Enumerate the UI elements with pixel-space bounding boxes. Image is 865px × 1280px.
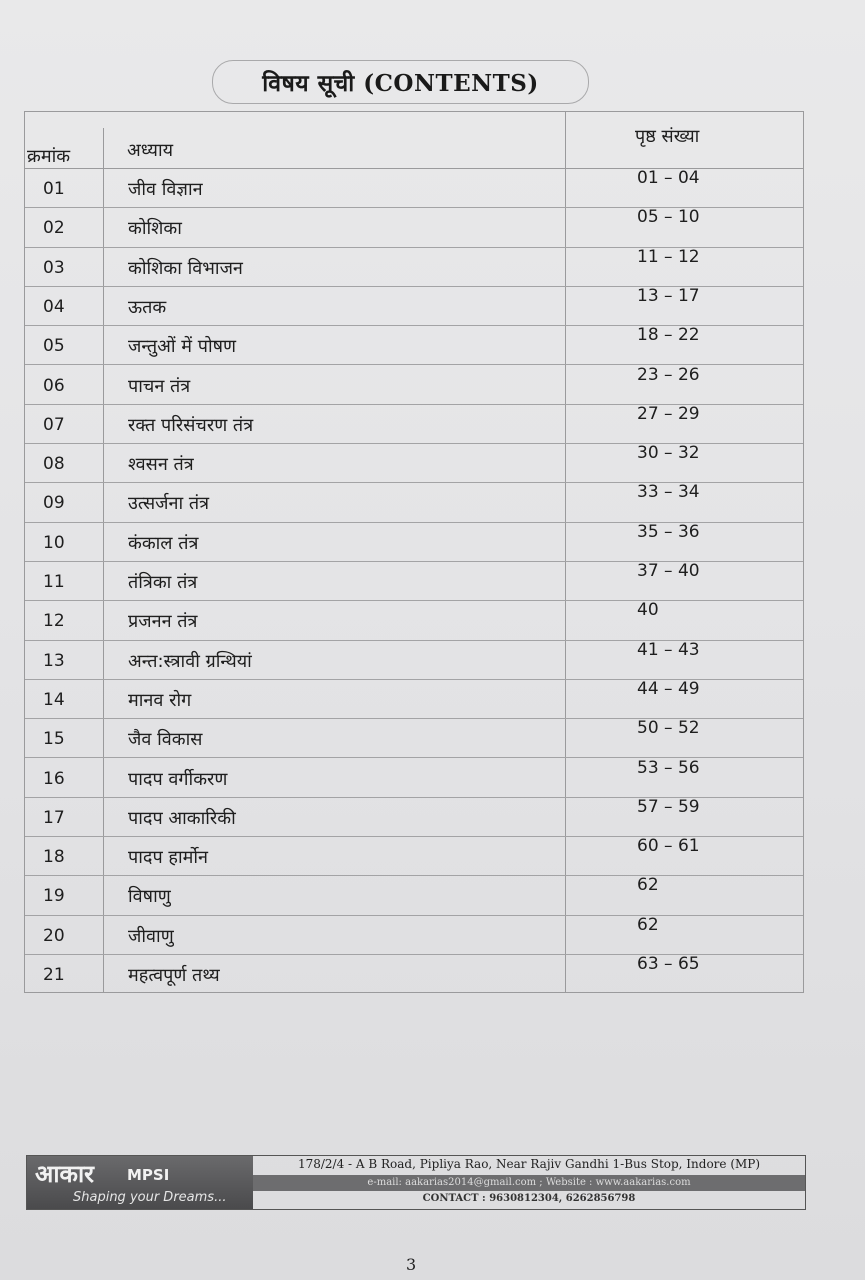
page-number: 3 bbox=[406, 1255, 417, 1274]
email-website: e-mail: aakarias2014@gmail.com ; Website : www.aakarias.com bbox=[253, 1175, 805, 1191]
chapter-number: 18 bbox=[43, 847, 65, 868]
chapter-number: 10 bbox=[43, 532, 65, 553]
table-row bbox=[25, 679, 803, 719]
contents-table bbox=[24, 111, 804, 993]
chapter-number: 12 bbox=[43, 611, 65, 632]
table-row bbox=[25, 207, 803, 247]
chapter-number: 13 bbox=[43, 650, 65, 671]
table-row bbox=[25, 404, 803, 444]
chapter-title: पादप आकारिकी bbox=[128, 807, 236, 829]
table-header bbox=[25, 112, 803, 169]
logo-text: आकार bbox=[35, 1160, 94, 1188]
logo-tagline: Shaping your Dreams... bbox=[73, 1190, 227, 1205]
table-row bbox=[25, 875, 803, 915]
page-range: 37 – 40 bbox=[637, 561, 700, 581]
chapter-number: 05 bbox=[43, 336, 65, 357]
chapter-number: 11 bbox=[43, 572, 65, 592]
chapter-title: पादप हार्मोन bbox=[128, 847, 209, 869]
page-range: 30 – 32 bbox=[637, 443, 700, 464]
table-row bbox=[25, 168, 803, 208]
chapter-title: जैव विकास bbox=[128, 729, 203, 751]
table-row bbox=[25, 640, 803, 680]
table-row bbox=[25, 443, 803, 483]
page-range: 62 bbox=[637, 875, 659, 896]
chapter-title: कंकाल तंत्र bbox=[128, 532, 199, 554]
chapter-number: 03 bbox=[43, 257, 65, 278]
table-row bbox=[25, 522, 803, 562]
chapter-title: श्वसन तंत्र bbox=[128, 454, 194, 476]
chapter-title: विषाणु bbox=[128, 886, 171, 908]
chapter-title: रक्त परिसंचरण तंत्र bbox=[128, 414, 254, 436]
header-chapter: अध्याय bbox=[127, 140, 174, 161]
chapter-title: पाचन तंत्र bbox=[128, 375, 191, 397]
address: 178/2/4 - A B Road, Pipliya Rao, Near Rajiv Gandhi 1-Bus Stop, Indore (MP) bbox=[297, 1157, 761, 1171]
chapter-number: 19 bbox=[43, 886, 65, 907]
table-row bbox=[25, 286, 803, 326]
header-pages: पृष्ठ संख्या bbox=[635, 126, 700, 147]
footer-banner bbox=[26, 1155, 806, 1210]
chapter-number: 14 bbox=[43, 689, 65, 710]
page-range: 11 – 12 bbox=[637, 246, 700, 267]
table-row bbox=[25, 365, 803, 405]
chapter-number: 20 bbox=[43, 925, 65, 946]
header-number: क्रमांक bbox=[27, 146, 71, 167]
chapter-title: प्रजनन तंत्र bbox=[128, 611, 198, 633]
page-range: 35 – 36 bbox=[637, 521, 700, 542]
table-row bbox=[25, 915, 803, 955]
page-range: 27 – 29 bbox=[637, 403, 700, 424]
chapter-title: जीव विज्ञान bbox=[128, 179, 203, 200]
chapter-number: 17 bbox=[43, 807, 65, 828]
chapter-number: 01 bbox=[43, 179, 65, 199]
logo-suffix: MPSI bbox=[127, 1166, 170, 1184]
chapter-number: 16 bbox=[43, 768, 65, 789]
chapter-title: ऊतक bbox=[128, 296, 167, 318]
contact-info bbox=[253, 1156, 805, 1209]
table-row bbox=[25, 247, 803, 287]
chapter-title: अन्त:स्त्रावी ग्रन्थियां bbox=[128, 650, 252, 672]
brand-logo bbox=[27, 1156, 253, 1209]
page-range: 53 – 56 bbox=[637, 757, 700, 778]
table-row bbox=[25, 561, 803, 601]
chapter-title: मानव रोग bbox=[128, 689, 192, 711]
page-range: 18 – 22 bbox=[637, 325, 700, 346]
page-range: 60 – 61 bbox=[637, 836, 700, 857]
chapter-number: 06 bbox=[43, 375, 65, 396]
table-row bbox=[25, 718, 803, 758]
chapter-number: 02 bbox=[43, 218, 65, 239]
page-title: विषय सूची (CONTENTS) bbox=[212, 60, 589, 104]
page-range: 13 – 17 bbox=[637, 285, 700, 306]
chapter-number: 08 bbox=[43, 454, 65, 475]
chapter-title: महत्वपूर्ण तथ्य bbox=[128, 965, 220, 986]
chapter-title: उत्सर्जना तंत्र bbox=[128, 493, 210, 515]
page-range: 33 – 34 bbox=[637, 482, 700, 503]
page-range: 57 – 59 bbox=[637, 796, 700, 817]
page-range: 44 – 49 bbox=[637, 678, 700, 699]
chapter-title: पादप वर्गीकरण bbox=[128, 768, 228, 790]
page-range: 41 – 43 bbox=[637, 639, 700, 660]
chapter-title: कोशिका bbox=[128, 218, 182, 240]
table-row bbox=[25, 482, 803, 522]
chapter-number: 15 bbox=[43, 729, 65, 750]
page-range: 50 – 52 bbox=[637, 718, 700, 739]
chapter-title: जीवाणु bbox=[128, 925, 174, 947]
table-row bbox=[25, 954, 803, 993]
chapter-number: 21 bbox=[43, 965, 65, 985]
chapter-title: जन्तुओं में पोषण bbox=[128, 336, 237, 358]
chapter-number: 04 bbox=[43, 296, 65, 317]
page-range: 01 – 04 bbox=[637, 168, 700, 188]
page-range: 40 bbox=[637, 600, 659, 621]
page-range: 63 – 65 bbox=[637, 954, 700, 974]
table-row bbox=[25, 758, 803, 798]
table-row bbox=[25, 600, 803, 640]
table-row bbox=[25, 797, 803, 837]
table-row bbox=[25, 325, 803, 365]
chapter-number: 09 bbox=[43, 493, 65, 514]
contact-numbers: CONTACT : 9630812304, 6262856798 bbox=[422, 1193, 636, 1204]
chapter-title: तंत्रिका तंत्र bbox=[128, 572, 198, 593]
page-range: 23 – 26 bbox=[637, 364, 700, 385]
page-range: 05 – 10 bbox=[637, 207, 700, 228]
chapter-title: कोशिका विभाजन bbox=[128, 257, 243, 279]
page-range: 62 bbox=[637, 914, 659, 935]
table-row bbox=[25, 836, 803, 876]
chapter-number: 07 bbox=[43, 414, 65, 435]
